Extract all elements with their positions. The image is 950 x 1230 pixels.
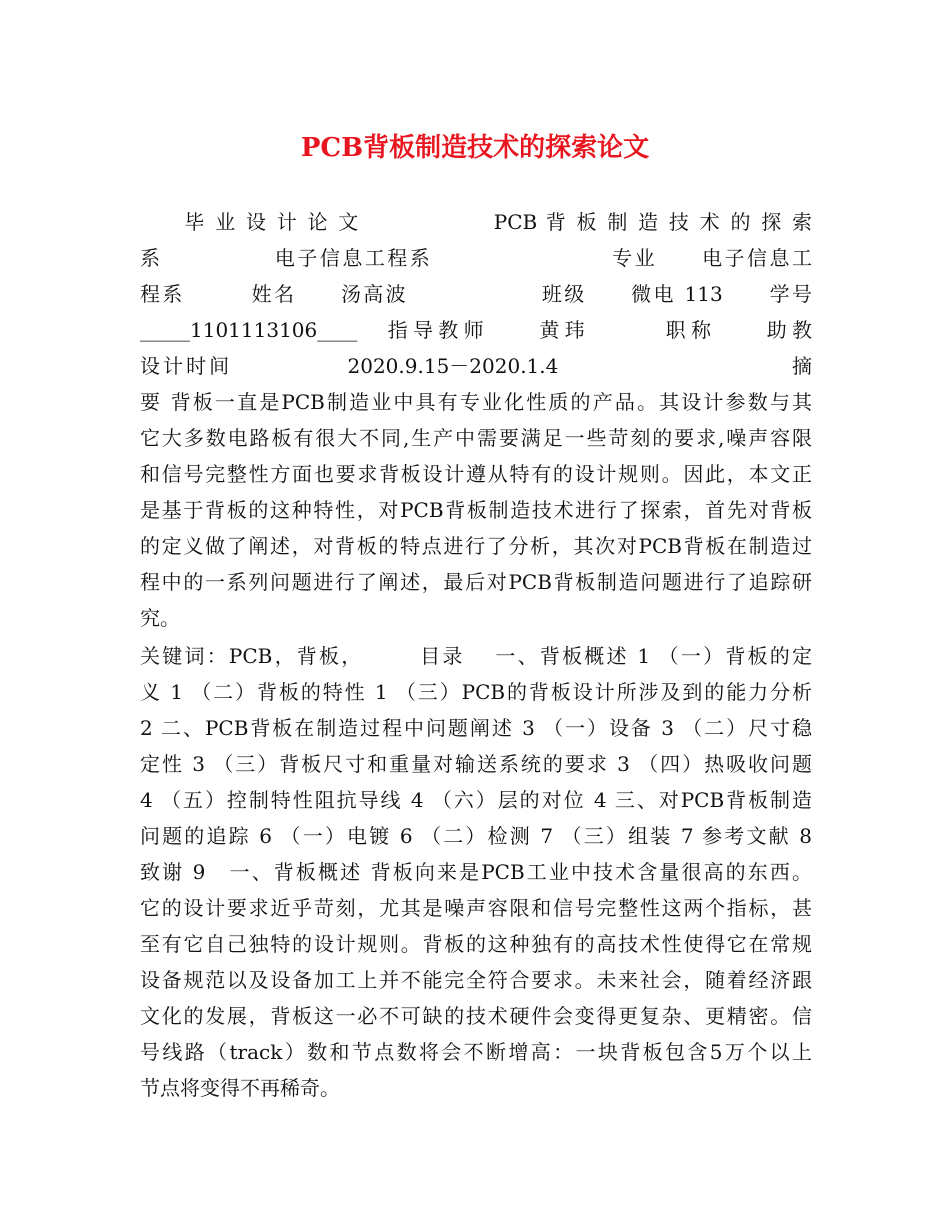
text-line-12: 究。 xyxy=(140,606,180,630)
text-line-23: 文化的发展，背板这一必不可缺的技术硬件会变得更复杂、更精密。信 xyxy=(140,1004,812,1028)
text-line-9: 是基于背板的这种特性，对PCB背板制造技术进行了探索，首先对背板 xyxy=(140,498,812,522)
text-line-7: 它大多数电路板有很大不同,生产中需要满足一些苛刻的要求,噪声容限 xyxy=(140,426,812,450)
text-line-11: 程中的一系列问题进行了阐述，最后对PCB背板制造问题进行了追踪研 xyxy=(140,570,812,594)
text-line-6: 要 背板一直是PCB制造业中具有专业化性质的产品。其设计参数与其 xyxy=(140,390,812,414)
text-line-14: 义 1 （二）背板的特性 1 （三）PCB的背板设计所涉及到的能力分析 xyxy=(140,680,812,704)
text-line-3: 程系 姓名 汤高波 班级 微电 113 学号 xyxy=(140,282,812,306)
text-line-22: 设备规范以及设备加工上并不能完全符合要求。未来社会，随着经济跟 xyxy=(140,968,812,992)
text-line-4: _____1101113106____ 指导教师 黄玮 职称 助教 xyxy=(140,318,812,342)
text-line-1: 毕 业 设 计 论 文 PCB 背 板 制 造 技 术 的 探 索 xyxy=(140,210,812,234)
text-line-8: 和信号完整性方面也要求背板设计遵从特有的设计规则。因此，本文正 xyxy=(140,462,812,486)
text-line-21: 至有它自己独特的设计规则。背板的这种独有的高技术性使得它在常规 xyxy=(140,932,812,956)
document-title: PCB背板制造技术的探索论文 xyxy=(300,133,650,163)
text-line-13: 关键词：PCB，背板， 目录 一、背板概述 1 （一）背板的定 xyxy=(140,644,812,668)
text-line-19: 致谢 9 一、背板概述 背板向来是PCB工业中技术含量很高的东西。 xyxy=(140,860,812,884)
text-line-2: 系 电子信息工程系 专业 电子信息工 xyxy=(140,246,812,270)
text-line-24: 号线路（track）数和节点数将会不断增高：一块背板包含5万个以上 xyxy=(140,1040,812,1064)
text-line-15: 2 二、PCB背板在制造过程中问题阐述 3 （一）设备 3 （二）尺寸稳 xyxy=(140,716,812,740)
text-line-20: 它的设计要求近乎苛刻，尤其是噪声容限和信号完整性这两个指标，甚 xyxy=(140,896,812,920)
text-line-18: 问题的追踪 6 （一）电镀 6 （二）检测 7 （三）组装 7 参考文献 8 xyxy=(140,824,812,848)
text-line-17: 4 （五）控制特性阻抗导线 4 （六）层的对位 4 三、对PCB背板制造 xyxy=(140,788,812,812)
text-line-10: 的定义做了阐述，对背板的特点进行了分析，其次对PCB背板在制造过 xyxy=(140,534,812,558)
text-line-16: 定性 3 （三）背板尺寸和重量对输送系统的要求 3 （四）热吸收问题 xyxy=(140,752,812,776)
text-line-25: 节点将变得不再稀奇。 xyxy=(140,1076,340,1100)
text-line-5: 设计时间 2020.9.15－2020.1.4 摘 xyxy=(140,354,812,378)
